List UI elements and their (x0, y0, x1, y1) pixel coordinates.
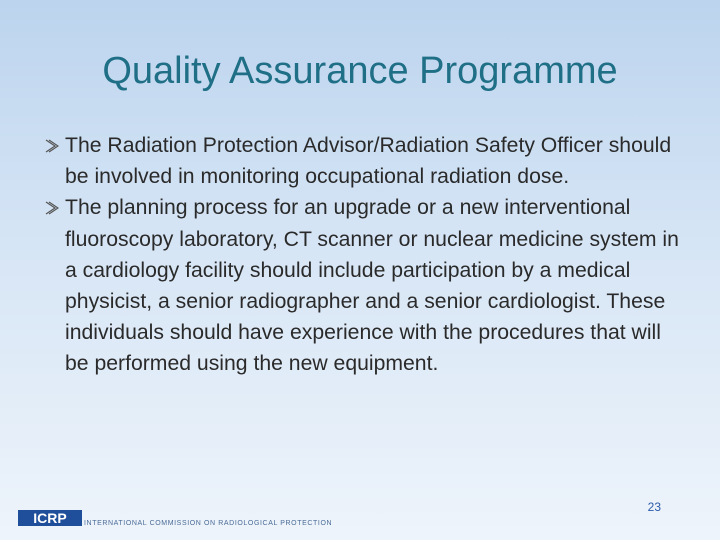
bullet-text: The Radiation Protection Advisor/Radiation Safety Officer should be involved in monitoring occupational radiation dose. (65, 134, 672, 189)
bullet-item (42, 130, 682, 192)
slide-title: Quality Assurance Programme (102, 50, 618, 92)
page-number: 23 (647, 500, 661, 514)
chevron-right-icon (42, 130, 64, 161)
footer (18, 507, 338, 529)
organization-name: INTERNATIONAL COMMISSION ON RADIOLOGICAL PROTECTION (84, 520, 333, 527)
chevron-right-icon (42, 192, 64, 223)
icrp-logo (18, 507, 82, 529)
logo-text: ICRP (33, 510, 67, 526)
bullet-item (42, 192, 682, 379)
bullet-list (42, 130, 682, 380)
bullet-text: The planning process for an upgrade or a new interventional fluoroscopy laboratory, CT scanner or nuclear medicine system in a cardiology facility should include participation by a medical physicist, a senior radiographer and a senior cardiologist. These individuals should have experience with the procedures that will be performed using the new equipment. (65, 196, 679, 376)
